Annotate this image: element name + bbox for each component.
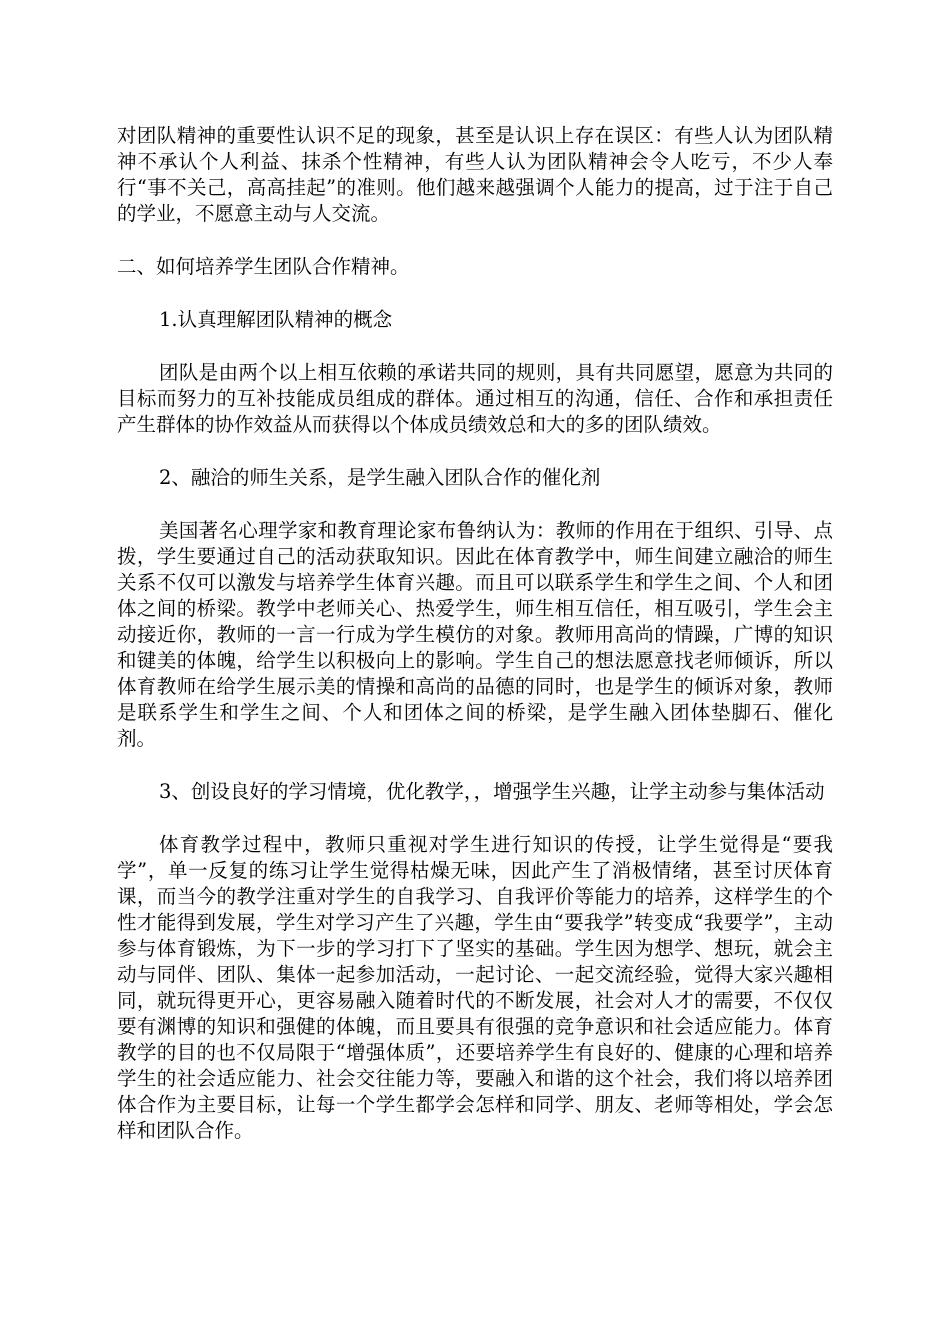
subsection-heading-1: 1.认真理解团队精神的概念 [159,308,393,331]
paragraph-intro: 对团队精神的重要性认识不足的现象，甚至是认识上存在误区：有些人认为团队精神不承认个人利益、抹杀个性精神，有些人认为团队精神会令人吃亏，不少人奉行“事不关己，高高挂起”的准则。他们越来越强调个人能力的提高，过于注于自己的学业，不愿意主动与人交流。 [117,124,833,225]
paragraph-teacher-student: 美国著名心理学家和教育理论家布鲁纳认为：教师的作用在于组织、引导、点拨，学生要通过自己的活动获取知识。因此在体育教学中，师生间建立融洽的师生关系不仅可以激发与培养学生体育兴趣。而且可以联系学生和学生之间、个人和团体之间的桥梁。教学中老师关心、热爱学生，师生相互信任，相互吸引，学生会主动接近你，教师的一言一行成为学生模仿的对象。教师用高尚的情躁，广博的知识和键美的体魄，给学生以积极向上的影响。学生自己的想法愿意找老师倾诉，所以体育教师在给学生展示美的情操和高尚的品德的同时，也是学生的倾诉对象，教师是联系学生和学生之间、个人和团体之间的桥梁，是学生融入团体垫脚石、催化剂。 [117,519,833,750]
document-page [117,123,833,1144]
paragraph-team-definition: 团队是由两个以上相互依赖的承诺共同的规则，具有共同愿望，愿意为共同的目标而努力的互补技能成员组成的群体。通过相互的沟通，信任、合作和承担责任产生群体的协作效益从而获得以个体成员绩效总和大的多的团队绩效。 [117,361,833,436]
subsection-heading-3: 3、创设良好的学习情境，优化教学，，增强学生兴趣，让学主动参与集体活动 [159,780,825,803]
section-heading-2: 二、如何培养学生团队合作精神。 [117,255,410,278]
subsection-heading-2: 2、融洽的师生关系，是学生融入团队合作的催化剂 [159,466,601,489]
paragraph-learning-situation: 体育教学过程中，教师只重视对学生进行知识的传授，让学生觉得是“要我学”，单一反复的练习让学生觉得枯燥无味，因此产生了消极情绪，甚至讨厌体育课，而当今的教学注重对学生的自我学习、自我评价等能力的培养，这样学生的个性才能得到发展，学生对学习产生了兴趣，学生由“要我学”转变成“我要学”，主动参与体育锻炼，为下一步的学习打下了坚实的基础。学生因为想学、想玩，就会主动与同伴、团队、集体一起参加活动，一起讨论、一起交流经验，觉得大家兴趣相同，就玩得更开心，更容易融入随着时代的不断发展，社会对人才的需要，不仅仅要有渊博的知识和强健的体魄，而且要具有很强的竞争意识和社会适应能力。体育教学的目的也不仅局限于“增强体质”，还要培养学生有良好的、健康的心理和培养学生的社会适应能力、社会交往能力等，要融入和谐的这个社会，我们将以培养团体合作为主要目标，让每一个学生都学会怎样和同学、朋友、老师等相处，学会怎样和团队合作。 [117,833,833,1142]
